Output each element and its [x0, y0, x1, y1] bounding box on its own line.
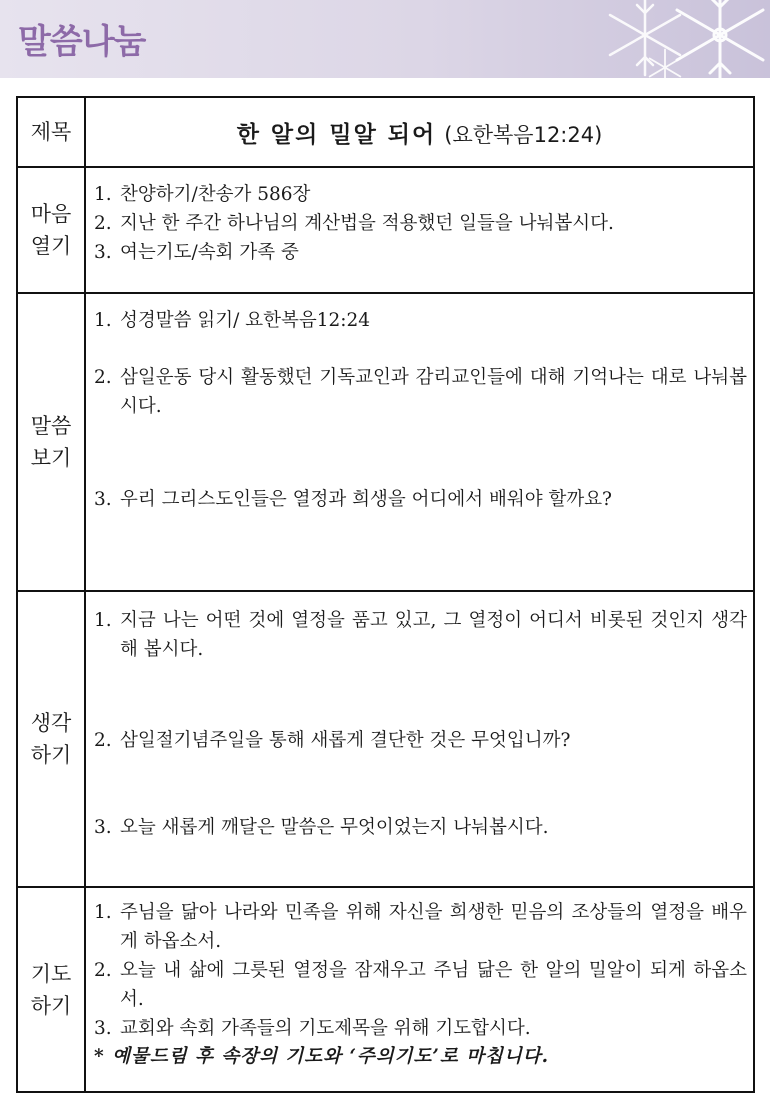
- item-text: 주님을 닮아 나라와 민족을 위해 자신을 희생한 믿음의 조상들의 열정을 배우게 하옵소서.: [120, 902, 747, 952]
- item-number: 3.: [94, 489, 112, 510]
- item-text: 여는기도/속회 가족 중: [120, 242, 299, 263]
- item-text: 오늘 새롭게 깨달은 말씀은 무엇이었는지 나눠봅시다.: [120, 817, 549, 838]
- title-label: 제목: [17, 97, 85, 167]
- list-item: [86, 1014, 753, 1043]
- lesson-title-cell: [85, 97, 754, 167]
- snowflake-icon: [640, 45, 690, 90]
- section-title: 말씀나눔: [18, 22, 146, 62]
- section-content-think: [85, 591, 754, 887]
- section-pray: [17, 887, 754, 1092]
- item-text: 오늘 내 삶에 그릇된 열정을 잠재우고 주님 닮은 한 알의 밀알이 되게 하옵소서.: [120, 960, 747, 1010]
- item-number: 1.: [94, 310, 112, 331]
- list-item: [86, 363, 753, 421]
- item-number: 1.: [94, 184, 112, 205]
- list-item: [86, 606, 753, 664]
- section-open: [17, 167, 754, 293]
- item-text: 지난 한 주간 하나님의 계산법을 적용했던 일들을 나눠봅시다.: [120, 213, 614, 234]
- section-label-pray: [17, 887, 85, 1092]
- list-item: [86, 209, 753, 238]
- label-line: 마음: [30, 202, 72, 226]
- item-number: 3.: [94, 242, 112, 263]
- item-text: 찬양하기/찬송가 586장: [120, 184, 311, 205]
- item-text: 교회와 속회 가족들의 기도제목을 위해 기도합시다.: [120, 1018, 531, 1039]
- item-number: 2.: [94, 960, 112, 981]
- label-line: 하기: [30, 743, 72, 767]
- label-line: 보기: [30, 446, 72, 470]
- item-text: 삼일절기념주일을 통해 새롭게 결단한 것은 무엇입니까?: [120, 730, 571, 751]
- list-item: [86, 306, 753, 335]
- section-label-think: [17, 591, 85, 887]
- item-number: 1.: [94, 610, 112, 631]
- list-item: [86, 485, 753, 514]
- item-number: 2.: [94, 730, 112, 751]
- item-text: 지금 나는 어떤 것에 열정을 품고 있고, 그 열정이 어디서 비롯된 것인지 생각해 봅시다.: [120, 610, 747, 660]
- label-line: 생각: [30, 711, 72, 735]
- section-content-word: [85, 293, 754, 591]
- closing-note: * 예물드림 후 속장의 기도와 ‘주의기도’로 마칩니다.: [94, 1046, 550, 1067]
- label-line: 하기: [30, 993, 72, 1018]
- list-item: [86, 726, 753, 755]
- section-label-open: [17, 167, 85, 293]
- label-line: 기도: [30, 961, 72, 986]
- item-number: 3.: [94, 1018, 112, 1039]
- scripture-ref: (요한복음12:24): [444, 122, 603, 147]
- list-item: [86, 238, 753, 267]
- worksheet-table: [16, 96, 755, 1093]
- item-number: 2.: [94, 213, 112, 234]
- section-think: [17, 591, 754, 887]
- label-line: 말씀: [30, 414, 72, 438]
- item-text: 성경말씀 읽기/ 요한복음12:24: [120, 310, 371, 331]
- list-item: [86, 898, 753, 956]
- section-word: [17, 293, 754, 591]
- item-number: 2.: [94, 367, 112, 388]
- list-item: [86, 180, 753, 209]
- lesson-title: 한 알의 밀알 되어: [236, 121, 437, 148]
- item-number: 3.: [94, 817, 112, 838]
- item-text: 우리 그리스도인들은 열정과 희생을 어디에서 배워야 할까요?: [120, 489, 612, 510]
- item-text: 삼일운동 당시 활동했던 기독교인과 감리교인들에 대해 기억나는 대로 나눠봅시다.: [120, 367, 747, 417]
- label-line: 열기: [30, 234, 72, 258]
- section-content-open: [85, 167, 754, 293]
- list-item: [86, 956, 753, 1014]
- section-content-pray: [85, 887, 754, 1092]
- list-item: [86, 813, 753, 842]
- item-number: 1.: [94, 902, 112, 923]
- section-label-word: [17, 293, 85, 591]
- title-row: [17, 97, 754, 167]
